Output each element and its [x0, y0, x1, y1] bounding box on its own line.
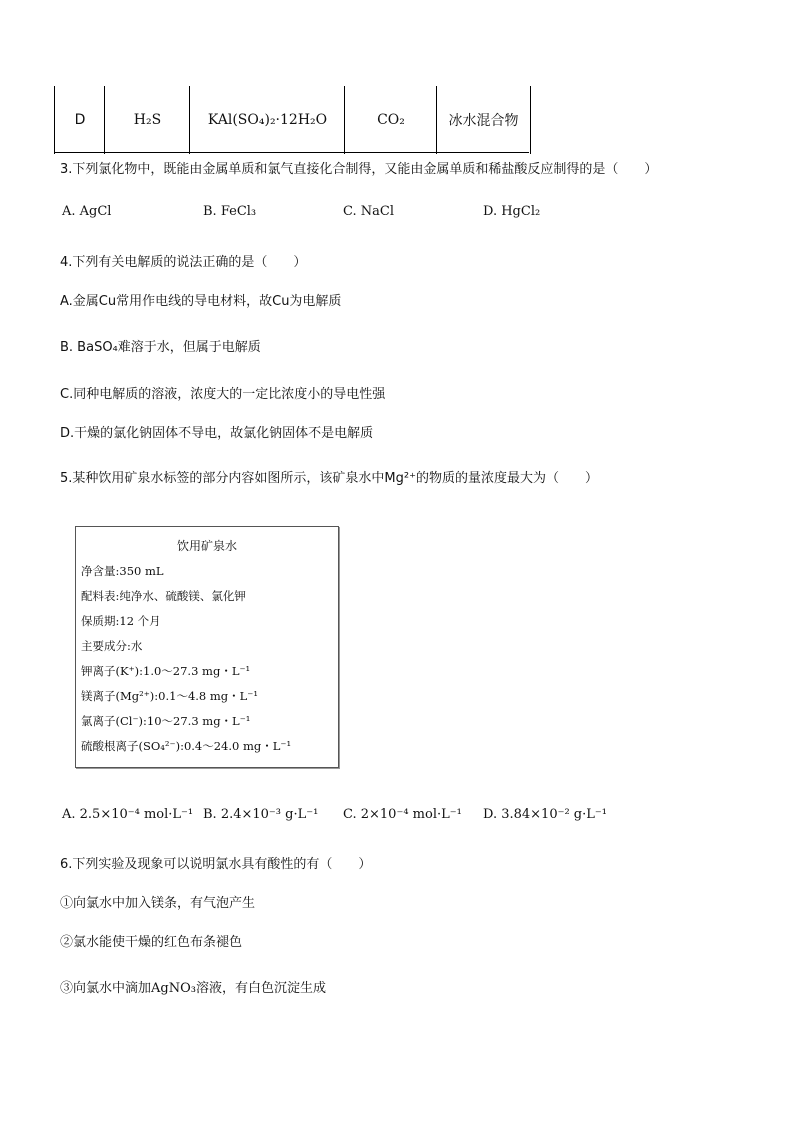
q6-statement-3: ③向氯水中滴加AgNO₃溶液，有白色沉淀生成 [60, 981, 326, 996]
table-cell-option: D [54, 86, 105, 154]
q5-option-d: D. 3.84×10⁻² g·L⁻¹ [483, 807, 607, 822]
label-line-shelf-life: 保质期:12 个月 [81, 614, 161, 628]
q5-option-b: B. 2.4×10⁻³ g·L⁻¹ [203, 807, 319, 822]
table-cell-salt: KAl(SO₄)₂·12H₂O [189, 86, 345, 154]
q6-statement-1: ①向氯水中加入镁条，有气泡产生 [60, 896, 256, 911]
q5-option-a: A. 2.5×10⁻⁴ mol·L⁻¹ [62, 807, 194, 822]
label-line-net-content: 净含量:350 mL [81, 564, 164, 578]
q6-statement-2: ②氯水能使干燥的红色布条褪色 [60, 935, 243, 950]
label-line-potassium: 钾离子(K⁺):1.0～27.3 mg・L⁻¹ [81, 664, 251, 678]
question-4-stem: 4.下列有关电解质的说法正确的是（ ） [60, 255, 307, 270]
q4-option-a: A.金属Cu常用作电线的导电材料，故Cu为电解质 [60, 294, 342, 309]
table-cell-acid: H₂S [104, 86, 190, 154]
q3-option-d: D. HgCl₂ [483, 204, 541, 219]
q3-option-a: A. AgCl [62, 204, 112, 219]
label-line-chloride: 氯离子(Cl⁻):10～27.3 mg・L⁻¹ [81, 714, 251, 728]
mineral-water-label [75, 526, 339, 768]
q4-option-b: B. BaSO₄难溶于水，但属于电解质 [60, 340, 261, 355]
table-cell-oxide: CO₂ [344, 86, 437, 154]
question-6-stem: 6.下列实验及现象可以说明氯水具有酸性的有（ ） [60, 857, 372, 872]
question-3-stem: 3.下列氯化物中，既能由金属单质和氯气直接化合制得，又能由金属单质和稀盐酸反应制得的是（ ） [60, 162, 658, 177]
q4-option-c: C.同种电解质的溶液，浓度大的一定比浓度小的导电性强 [60, 387, 386, 402]
label-line-main-component: 主要成分:水 [81, 639, 143, 653]
table-bottom-border [54, 152, 529, 153]
label-line-magnesium: 镁离子(Mg²⁺):0.1～4.8 mg・L⁻¹ [81, 689, 258, 703]
q3-option-c: C. NaCl [343, 204, 394, 219]
q4-option-d: D.干燥的氯化钠固体不导电，故氯化钠固体不是电解质 [60, 426, 374, 441]
label-line-sulfate: 硫酸根离子(SO₄²⁻):0.4～24.0 mg・L⁻¹ [81, 739, 292, 753]
q5-option-c: C. 2×10⁻⁴ mol·L⁻¹ [343, 807, 462, 822]
label-title: 饮用矿泉水 [176, 539, 237, 553]
table-cell-mixture: 冰水混合物 [436, 86, 531, 154]
q3-option-b: B. FeCl₃ [203, 204, 257, 219]
question-5-stem: 5.某种饮用矿泉水标签的部分内容如图所示，该矿泉水中Mg²⁺的物质的量浓度最大为（ ） [60, 471, 598, 486]
label-line-ingredients: 配料表:纯净水、硫酸镁、氯化钾 [81, 589, 246, 603]
